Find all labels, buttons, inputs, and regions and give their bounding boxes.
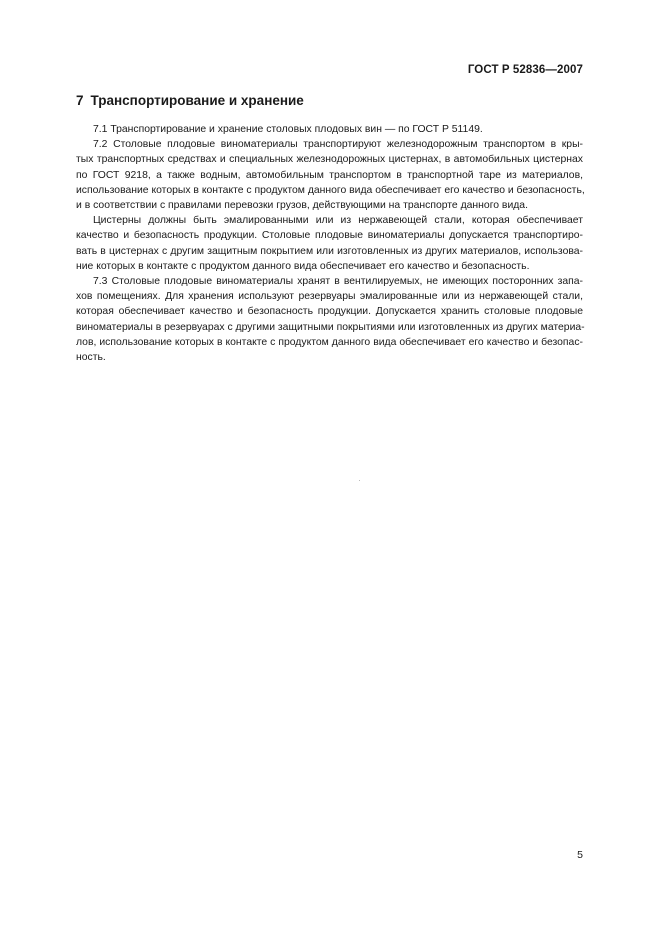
- text-line: Цистерны должны быть эмалированными или из нержавеющей стали, которая обеспечивает: [93, 215, 583, 227]
- text-line: и в соответствии с правилами перевозки грузов, действующими на транспорте данного вида.: [76, 200, 528, 212]
- paragraph-7-2: [76, 137, 583, 213]
- text-line: вать в цистернах с другим защитным покрытием или изготовленных из других материалов, использова-: [76, 245, 583, 257]
- text-line: качество и безопасность продукции. Столовые плодовые виноматериалы допускается транспортиро-: [76, 230, 583, 242]
- text-line: 7.1 Транспортирование и хранение столовых плодовых вин — по ГОСТ Р 51149.: [93, 124, 483, 135]
- page-number: 5: [577, 849, 583, 861]
- paragraph-7-3: [76, 274, 583, 365]
- text-line: по ГОСТ 9218, а также водным, автомобильным транспортом в транспортной таре из материалов,: [76, 169, 583, 181]
- text-line: лов, использование которых в контакте с продуктом данного вида обеспечивает его качество и безопас-: [76, 336, 583, 348]
- text-line: ние которых в контакте с продуктом данного вида обеспечивает его качество и безопасность.: [76, 260, 530, 272]
- document-body: [76, 122, 583, 365]
- text-line: которая обеспечивает качество и безопасность продукции. Допускается хранить столовые плодовые: [76, 306, 583, 318]
- text-line: хов помещениях. Для хранения используют резервуары эмалированные или из нержавеющей стали,: [76, 291, 583, 303]
- text-line: ность.: [76, 352, 106, 364]
- standard-code: ГОСТ Р 52836—2007: [467, 64, 583, 76]
- section-heading: [76, 93, 304, 108]
- text-line: использование которых в контакте с продуктом данного вида обеспечивает его качество и безопасность,: [76, 184, 585, 196]
- text-line: 7.3 Столовые плодовые виноматериалы хранят в вентилируемых, не имеющих посторонних запа-: [93, 276, 583, 288]
- paragraph-7-1: [76, 122, 583, 137]
- text-line: 7.2 Столовые плодовые виноматериалы транспортируют железнодорожным транспортом в кры-: [93, 139, 583, 151]
- text-line: виноматериалы в резервуарах с другими защитными покрытиями или изготовленных из других материа-: [76, 321, 585, 333]
- section-title: Транспортирование и хранение: [90, 93, 304, 108]
- scan-speck: [359, 480, 360, 481]
- section-number: 7: [76, 93, 84, 108]
- text-line: тых транспортных средствах и специальных железнодорожных цистернах, в автомобильных цистернах: [76, 154, 583, 166]
- paragraph-tanks: [76, 213, 583, 274]
